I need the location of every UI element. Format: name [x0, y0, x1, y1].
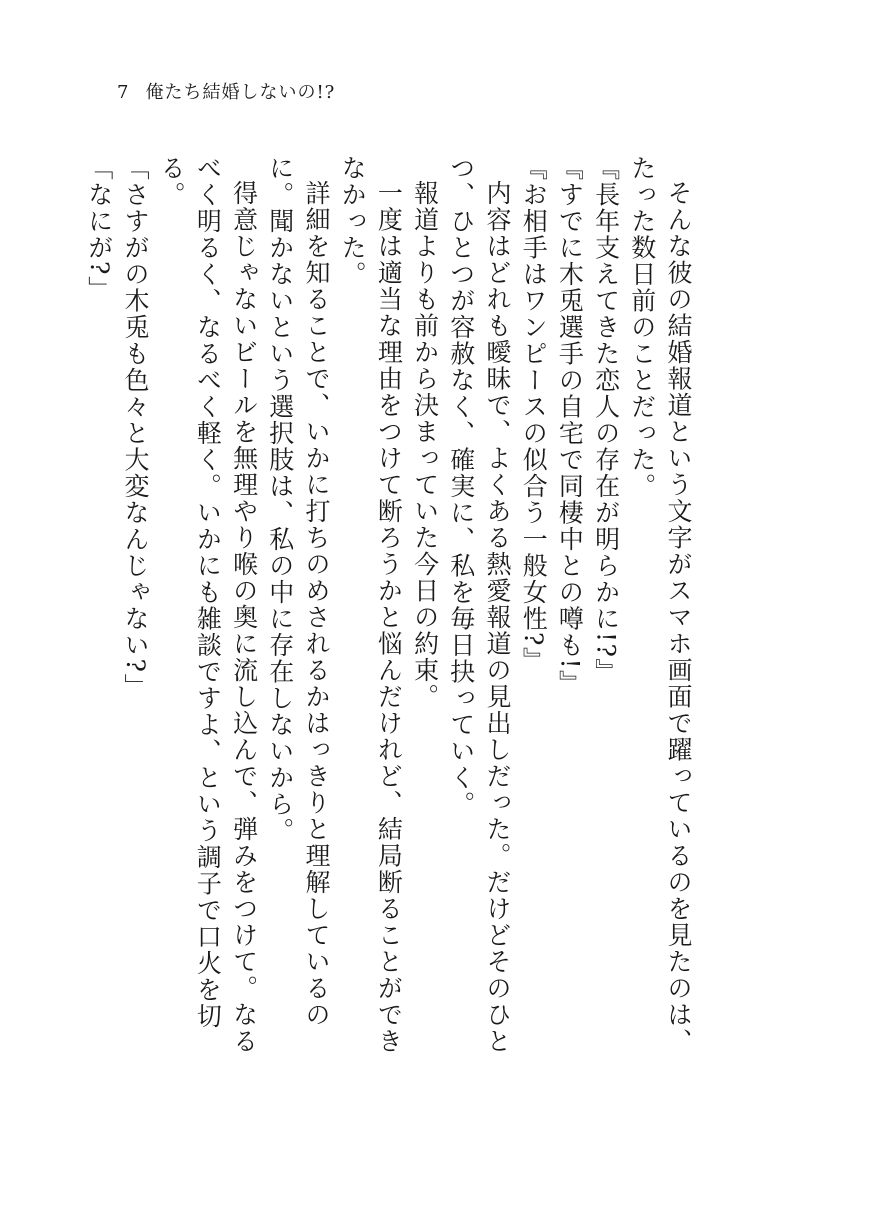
dialogue-line: 「さすがの木兎も色々と大変なんじゃない?」	[120, 155, 150, 700]
paragraph: 詳細を知ることで、いかに打ちのめされるかはっきりと理解しているのに。聞かないという選択肢は、私の中に存在しないから。	[265, 155, 331, 1028]
paragraph: 内容はどれも曖昧で、よくある熱愛報道の見出しだった。だけどそのひとつ、ひとつが容赦なく、確実に、私を毎日抉っていく。	[446, 155, 512, 1055]
quoted-headline: 『長年支えてきた恋人の存在が明らかに!?』	[591, 155, 621, 685]
quoted-headline: 『すでに木兎選手の自宅で同棲中との噂も!』	[555, 155, 585, 697]
paragraph: そんな彼の結婚報道という文字がスマホ画面で躍っているのを見たのは、たった数日前のことだった。	[627, 155, 693, 1055]
paragraph: 得意じゃないビールを無理やり喉の奥に流し込んで、弾みをつけて。なるべく明るく、なるべく軽く。いかにも雑談ですよ、という調子で口火を切る。	[157, 155, 259, 1055]
page-number: 7	[117, 82, 130, 103]
running-header	[117, 80, 335, 106]
paragraph: 報道よりも前から決まっていた今日の約束。	[410, 180, 440, 710]
chapter-title: 俺たち結婚しないの!?	[145, 82, 336, 103]
paragraph: 一度は適当な理由をつけて断ろうかと悩んだけれど、結局断ることができなかった。	[338, 155, 404, 1055]
vertical-body-text	[81, 155, 696, 1075]
dialogue-line: 「なにが?」	[84, 155, 114, 303]
quoted-headline: 『お相手はワンピースの似合う一般女性?』	[519, 155, 549, 674]
